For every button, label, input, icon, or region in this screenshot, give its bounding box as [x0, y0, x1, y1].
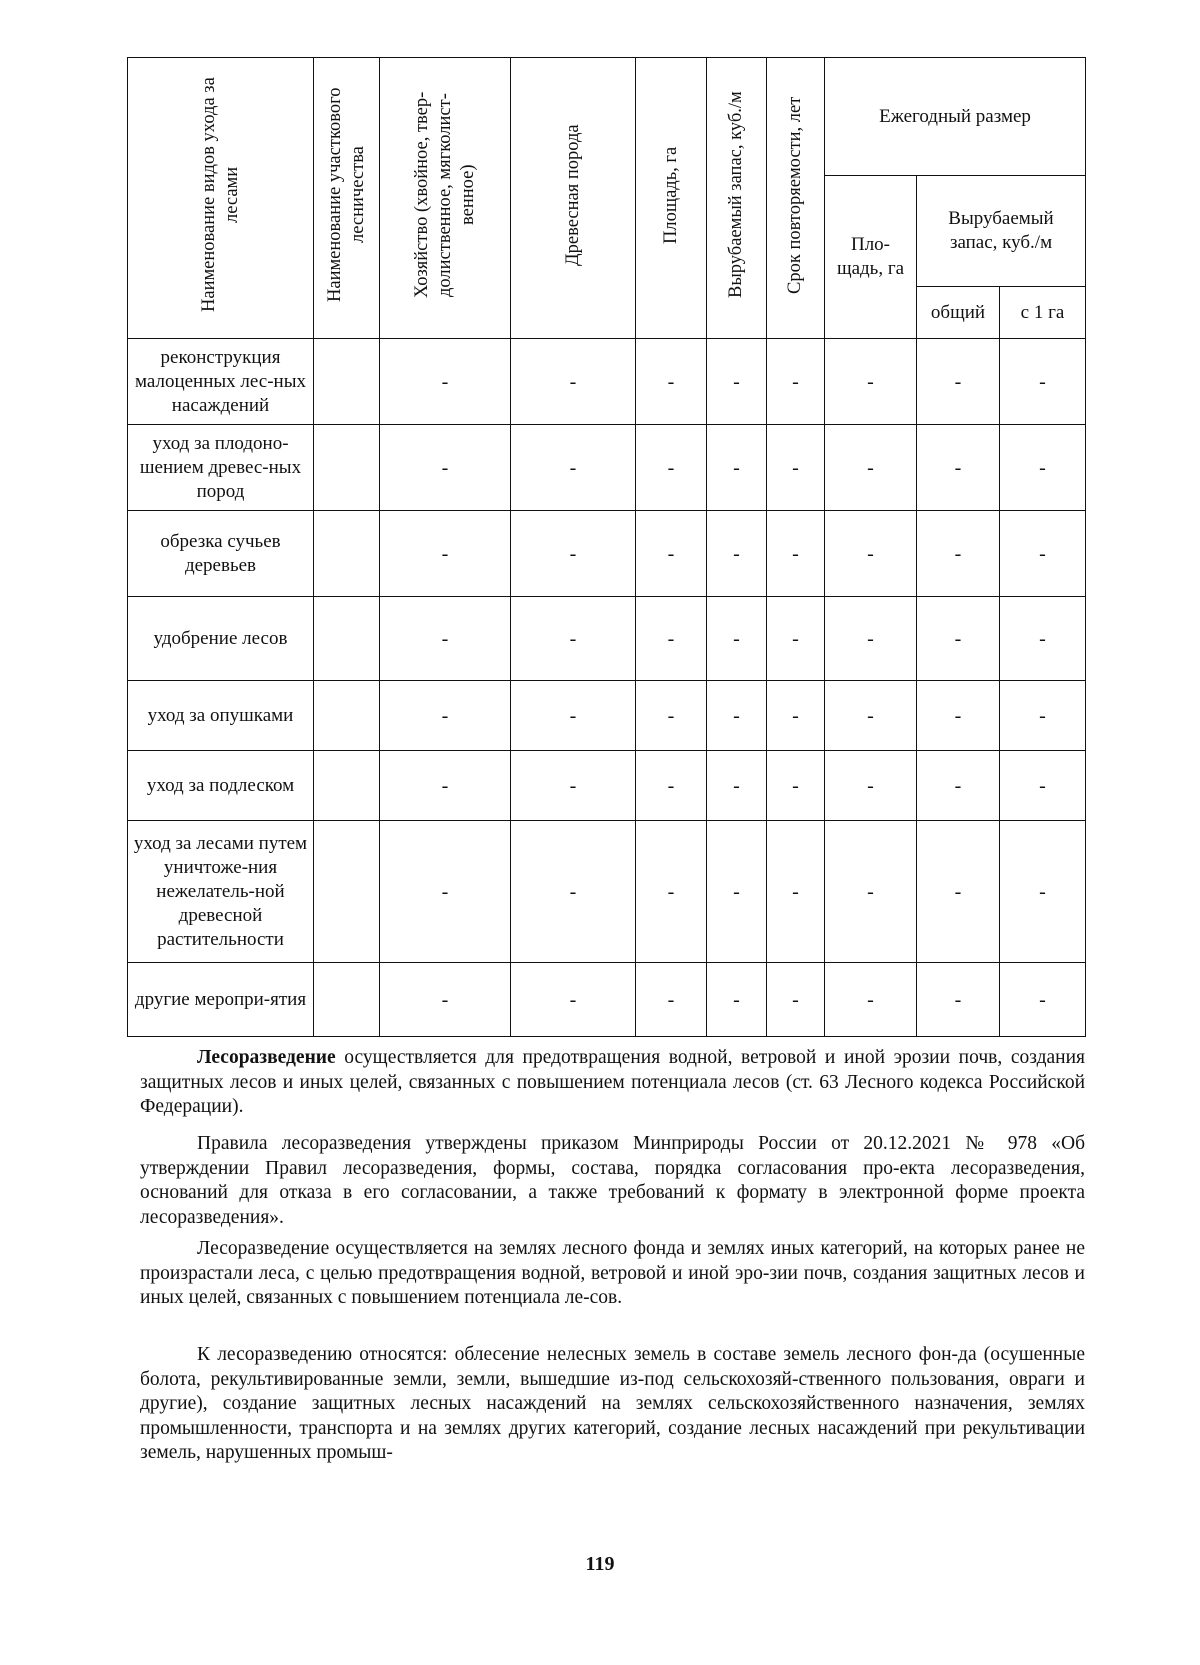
care-type-cell: удобрение лесов [128, 597, 314, 681]
table-cell: - [380, 681, 511, 751]
table-cell: - [1000, 597, 1086, 681]
table-cell: - [511, 751, 636, 821]
table-cell [314, 597, 380, 681]
table-cell: - [767, 821, 825, 963]
table-cell: - [636, 425, 707, 511]
table-cell: - [917, 597, 1000, 681]
table-cell: - [511, 597, 636, 681]
paragraph-3-text: Лесоразведение осуществляется на землях лесного фонда и землях иных категорий, на которых ранее не произрастали леса, с целью предотвращения водной, ветровой и иной эро-зии почв, создания защитных лесов и иных целей, связанных с повышением потенциала ле-сов. [140, 1238, 1085, 1309]
table-cell: - [825, 963, 917, 1037]
table-cell: - [511, 681, 636, 751]
table-cell: - [380, 821, 511, 963]
table-row [128, 751, 1086, 821]
table-cell: - [511, 821, 636, 963]
table-cell: - [636, 821, 707, 963]
table-cell: - [636, 963, 707, 1037]
table-cell: - [380, 963, 511, 1037]
table-cell: - [767, 511, 825, 597]
table-cell: - [380, 511, 511, 597]
table-cell: - [825, 339, 917, 425]
table-cell: - [1000, 821, 1086, 963]
table-cell: - [707, 751, 767, 821]
paragraph-3 [140, 1237, 1085, 1311]
table-cell: - [825, 751, 917, 821]
table-cell: - [1000, 963, 1086, 1037]
table-cell: - [511, 425, 636, 511]
table-row [128, 821, 1086, 963]
header-volume: Вырубаемый запас, куб./м [707, 58, 767, 339]
care-type-cell: уход за плодоно-шением древес-ных пород [128, 425, 314, 511]
header-annual-volume: Вырубаемый запас, куб./м [917, 176, 1086, 287]
paragraph-4-text: К лесоразведению относятся: облесение нелесных земель в составе земель лесного фон-да (осушенные болота, рекультивированные земли, земли, вышедшие из-под сельскохозяй-ственного пользования, овраги и другие), создание защитных лесных насаждений на землях сельскохозяйственного назначения, землях промышленности, транспорта и на землях других категорий, создание лесных насаждений при рекультивации земель, нарушенных промыш- [140, 1344, 1085, 1464]
table-cell: - [917, 425, 1000, 511]
header-care-type: Наименование видов ухода за лесами [128, 58, 314, 339]
table-cell: - [825, 425, 917, 511]
table-cell: - [1000, 681, 1086, 751]
table-row [128, 339, 1086, 425]
care-type-cell: обрезка сучьев деревьев [128, 511, 314, 597]
table-cell: - [707, 963, 767, 1037]
table-cell [314, 425, 380, 511]
table-cell: - [1000, 751, 1086, 821]
table-cell: - [917, 339, 1000, 425]
table-cell: - [707, 425, 767, 511]
header-area: Площадь, га [636, 58, 707, 339]
table-cell [314, 963, 380, 1037]
table-cell: - [636, 597, 707, 681]
table-row [128, 963, 1086, 1037]
table-cell: - [380, 425, 511, 511]
table-cell: - [917, 751, 1000, 821]
header-economy: Хозяйство (хвойное, твер-долиственное, мягколист-венное) [380, 58, 511, 339]
table-cell: - [1000, 425, 1086, 511]
care-type-cell: реконструкция малоценных лес-ных насаждений [128, 339, 314, 425]
table-cell: - [767, 425, 825, 511]
table-cell: - [825, 597, 917, 681]
table-cell: - [636, 339, 707, 425]
table-cell: - [767, 751, 825, 821]
table-cell: - [825, 821, 917, 963]
paragraph-2 [140, 1132, 1085, 1230]
table-cell: - [511, 339, 636, 425]
table-cell [314, 339, 380, 425]
table-cell: - [707, 821, 767, 963]
table-cell: - [917, 511, 1000, 597]
table-cell: - [636, 511, 707, 597]
care-type-cell: другие меропри-ятия [128, 963, 314, 1037]
table-row [128, 511, 1086, 597]
header-species: Древесная порода [511, 58, 636, 339]
table-cell [314, 681, 380, 751]
table-cell: - [707, 681, 767, 751]
table-cell: - [917, 681, 1000, 751]
table-cell: - [767, 339, 825, 425]
header-district: Наименование участкового лесничества [314, 58, 380, 339]
table-cell: - [825, 511, 917, 597]
table-cell: - [917, 963, 1000, 1037]
table-cell: - [636, 681, 707, 751]
forest-care-table [127, 57, 1086, 1037]
table-row [128, 681, 1086, 751]
table-row [128, 425, 1086, 511]
table-cell: - [707, 597, 767, 681]
table-cell: - [707, 339, 767, 425]
care-type-cell: уход за подлеском [128, 751, 314, 821]
header-annual: Ежегодный размер [825, 58, 1086, 176]
paragraph-1-text: осуществляется для предотвращения водной, ветровой и иной эрозии почв, создания защитных лесов и иных целей, связанных с повышением потенциала лесов (ст. 63 Лесного кодекса Российской Федерации). [140, 1047, 1085, 1118]
header-period: Срок повторяемости, лет [767, 58, 825, 339]
page-number: 119 [585, 1553, 615, 1575]
table-cell: - [1000, 511, 1086, 597]
term-afforestation: Лесоразведение [197, 1047, 336, 1068]
table-cell: - [767, 681, 825, 751]
table-cell [314, 751, 380, 821]
table-cell: - [1000, 339, 1086, 425]
table-cell: - [380, 751, 511, 821]
table-cell [314, 511, 380, 597]
paragraph-2-text: Правила лесоразведения утверждены приказом Минприроды России от 20.12.2021 № 978 «Об утверждении Правил лесоразведения, формы, состава, порядка согласования про-екта лесоразведения, оснований для отказа в его согласовании, а также требований к формату в электронной форме проекта лесоразведения». [140, 1133, 1085, 1228]
table-cell: - [511, 511, 636, 597]
table-cell: - [380, 597, 511, 681]
header-total: общий [917, 287, 1000, 339]
header-per-ha: с 1 га [1000, 287, 1086, 339]
paragraph-1 [140, 1046, 1085, 1120]
table-cell: - [917, 821, 1000, 963]
table-cell [314, 821, 380, 963]
care-type-cell: уход за опушками [128, 681, 314, 751]
table-cell: - [636, 751, 707, 821]
table-cell: - [767, 963, 825, 1037]
table-cell: - [707, 511, 767, 597]
table-row [128, 597, 1086, 681]
table-cell: - [825, 681, 917, 751]
header-annual-area: Пло-щадь, га [825, 176, 917, 339]
table-cell: - [767, 597, 825, 681]
table-cell: - [380, 339, 511, 425]
paragraph-4 [140, 1343, 1085, 1466]
care-type-cell: уход за лесами путем уничтоже-ния нежелатель-ной древесной растительности [128, 821, 314, 963]
table-cell: - [511, 963, 636, 1037]
